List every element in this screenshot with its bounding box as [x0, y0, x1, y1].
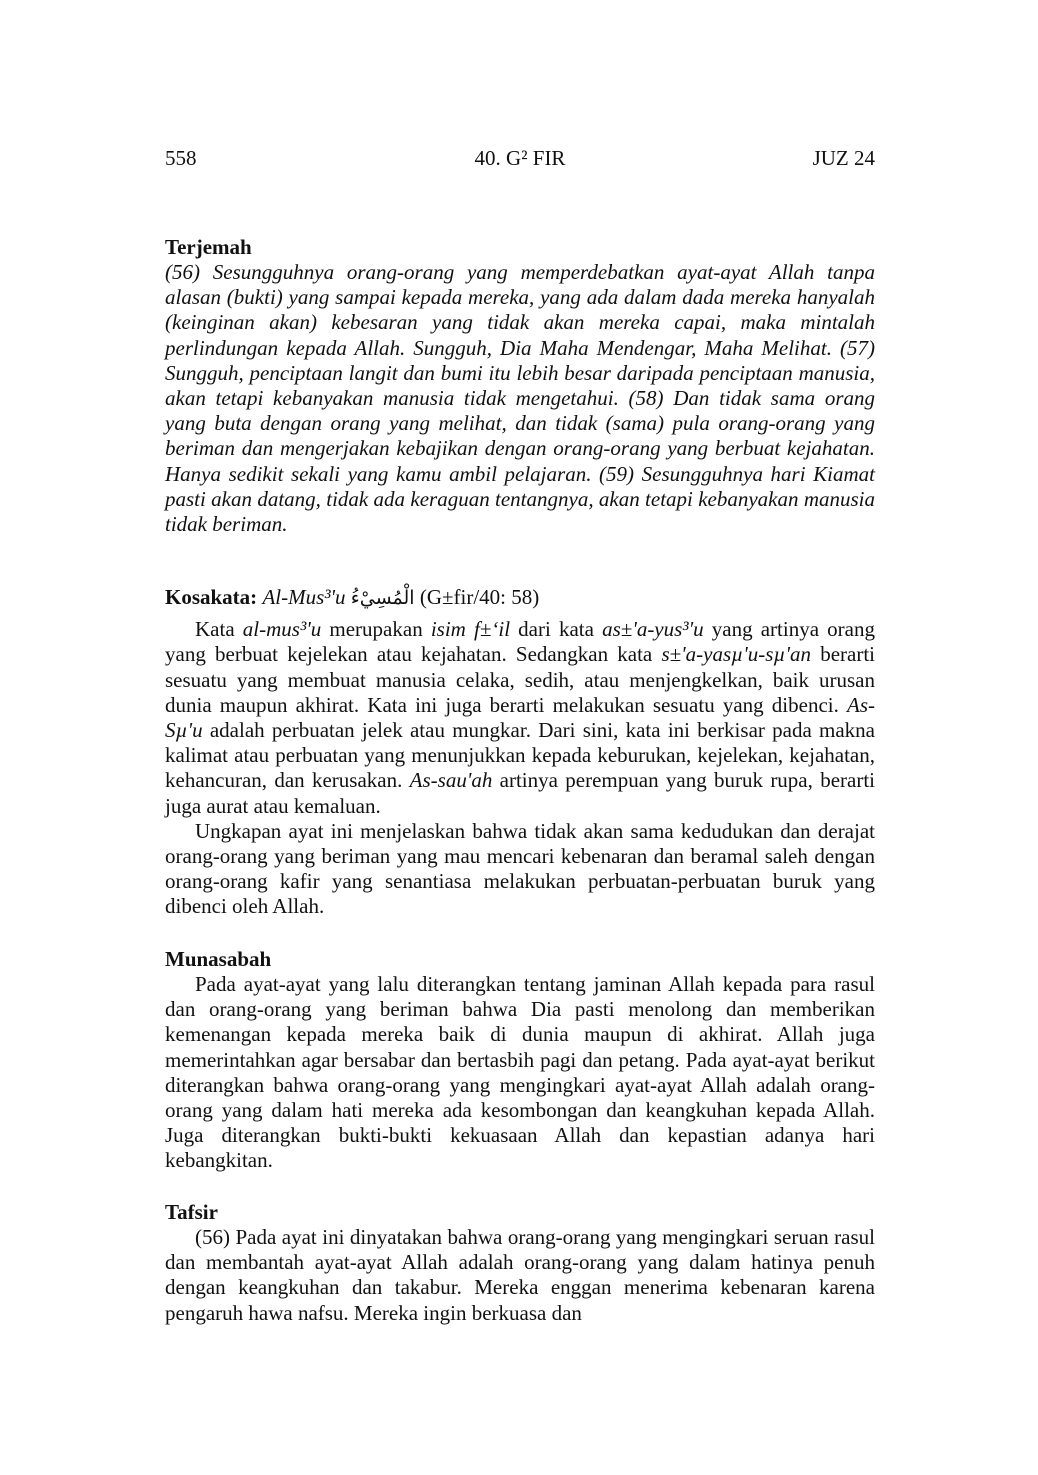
- munasabah-heading: Munasabah: [165, 947, 272, 971]
- tafsir-section: [165, 1200, 875, 1326]
- text-segment: Kata: [195, 617, 243, 642]
- kosakata-section: [165, 585, 875, 920]
- kosakata-reference: (G±fir/40: 58): [419, 585, 540, 609]
- munasabah-text: Pada ayat-ayat yang lalu diterangkan tentang jaminan Allah kepada para rasul dan orang-orang yang beriman bahwa Dia pasti menolong dan memberikan kemenangan kepada mereka baik di dunia maupun di akhirat. Allah juga memerintahkan agar bersabar dan bertasbih pagi dan petang. Pada ayat-ayat berikut diterangkan bahwa orang-orang yang mengingkari ayat-ayat Allah adalah orang-orang yang dalam hati mereka ada kesombongan dan keangkuhan kepada Allah. Juga diterangkan bukti-bukti kekuasaan Allah dan kepastian adanya hari kebangkitan.: [165, 972, 875, 1173]
- kosakata-arabic: الْمُسِيْءُ: [350, 587, 415, 609]
- juz-label: JUZ 24: [812, 146, 875, 170]
- italic-term: as±'a-yus³'u: [602, 617, 704, 642]
- tafsir-heading: Tafsir: [165, 1200, 218, 1224]
- terjemah-heading: Terjemah: [165, 235, 252, 259]
- text-segment: Ungkapan ayat ini menjelaskan bahwa tidak akan sama kedudukan dan derajat orang-orang yang beriman yang mau mencari kebenaran dan beramal saleh dengan orang-orang kafir yang senantiasa melakukan perbuatan-perbuatan buruk yang dibenci oleh Allah.: [165, 818, 875, 919]
- text-segment: dari kata: [510, 617, 603, 642]
- munasabah-section: [165, 947, 875, 1174]
- italic-term: As-Sµ'u: [165, 692, 875, 743]
- kosakata-paragraph: [165, 617, 875, 819]
- chapter-title: 40. G² FIR: [474, 146, 566, 170]
- text-segment: berarti sesuatu yang membuat manusia celaka, sedih, atau menjengkelkan, baik urusan dunia maupun akhirat. Kata ini juga berarti melakukan sesuatu yang dibenci.: [165, 642, 875, 717]
- italic-term: al-mus³'u: [242, 617, 322, 642]
- terjemah-section: [165, 235, 875, 537]
- kosakata-body: [165, 617, 875, 919]
- kosakata-label: Kosakata:: [165, 585, 258, 609]
- running-header: [165, 146, 875, 172]
- text-segment: merupakan: [321, 617, 431, 642]
- text-segment: yang artinya orang yang berbuat kejelekan atau kejahatan. Sedangkan kata: [165, 617, 875, 667]
- text-segment: artinya perempuan yang buruk rupa, berarti juga aurat atau kemaluan.: [165, 768, 875, 818]
- text-segment: adalah perbuatan jelek atau mungkar. Dari sini, kata ini berkisar pada makna kalimat atau perbuatan yang menunjukkan kepada keburukan, kejelekan, kejahatan, kehancuran, dan kerusakan.: [165, 718, 875, 793]
- italic-term: isim f±‘il: [430, 617, 511, 642]
- italic-term: As-sau'ah: [409, 768, 493, 793]
- terjemah-text: (56) Sesungguhnya orang-orang yang memperdebatkan ayat-ayat Allah tanpa alasan (bukti) yang sampai kepada mereka, yang ada dalam dada mereka hanyalah (keinginan akan) kebesaran yang tidak akan mereka capai, maka mintalah perlindungan kepada Allah. Sungguh, Dia Maha Mendengar, Maha Melihat. (57) Sungguh, penciptaan langit dan bumi itu lebih besar daripada penciptaan manusia, akan tetapi kebanyakan manusia tidak mengetahui. (58) Dan tidak sama orang yang buta dengan orang yang melihat, dan tidak (sama) pula orang-orang yang beriman dan mengerjakan kebajikan dengan orang-orang yang berbuat kejahatan. Hanya sedikit sekali yang kamu ambil pelajaran. (59) Sesungguhnya hari Kiamat pasti akan datang, tidak ada keraguan tentangnya, akan tetapi kebanyakan manusia tidak beriman.: [165, 260, 875, 537]
- page-number: 558: [165, 146, 197, 170]
- italic-term: s±'a-yasµ'u-sµ'an: [661, 642, 811, 667]
- kosakata-term: Al-Mus³'u: [262, 585, 346, 609]
- tafsir-text: (56) Pada ayat ini dinyatakan bahwa orang-orang yang mengingkari seruan rasul dan membantah ayat-ayat Allah adalah orang-orang yang dalam hatinya penuh dengan keangkuhan dan takabur. Mereka enggan menerima kebenaran karena pengaruh hawa nafsu. Mereka ingin berkuasa dan: [165, 1225, 875, 1325]
- kosakata-paragraph: [165, 819, 875, 920]
